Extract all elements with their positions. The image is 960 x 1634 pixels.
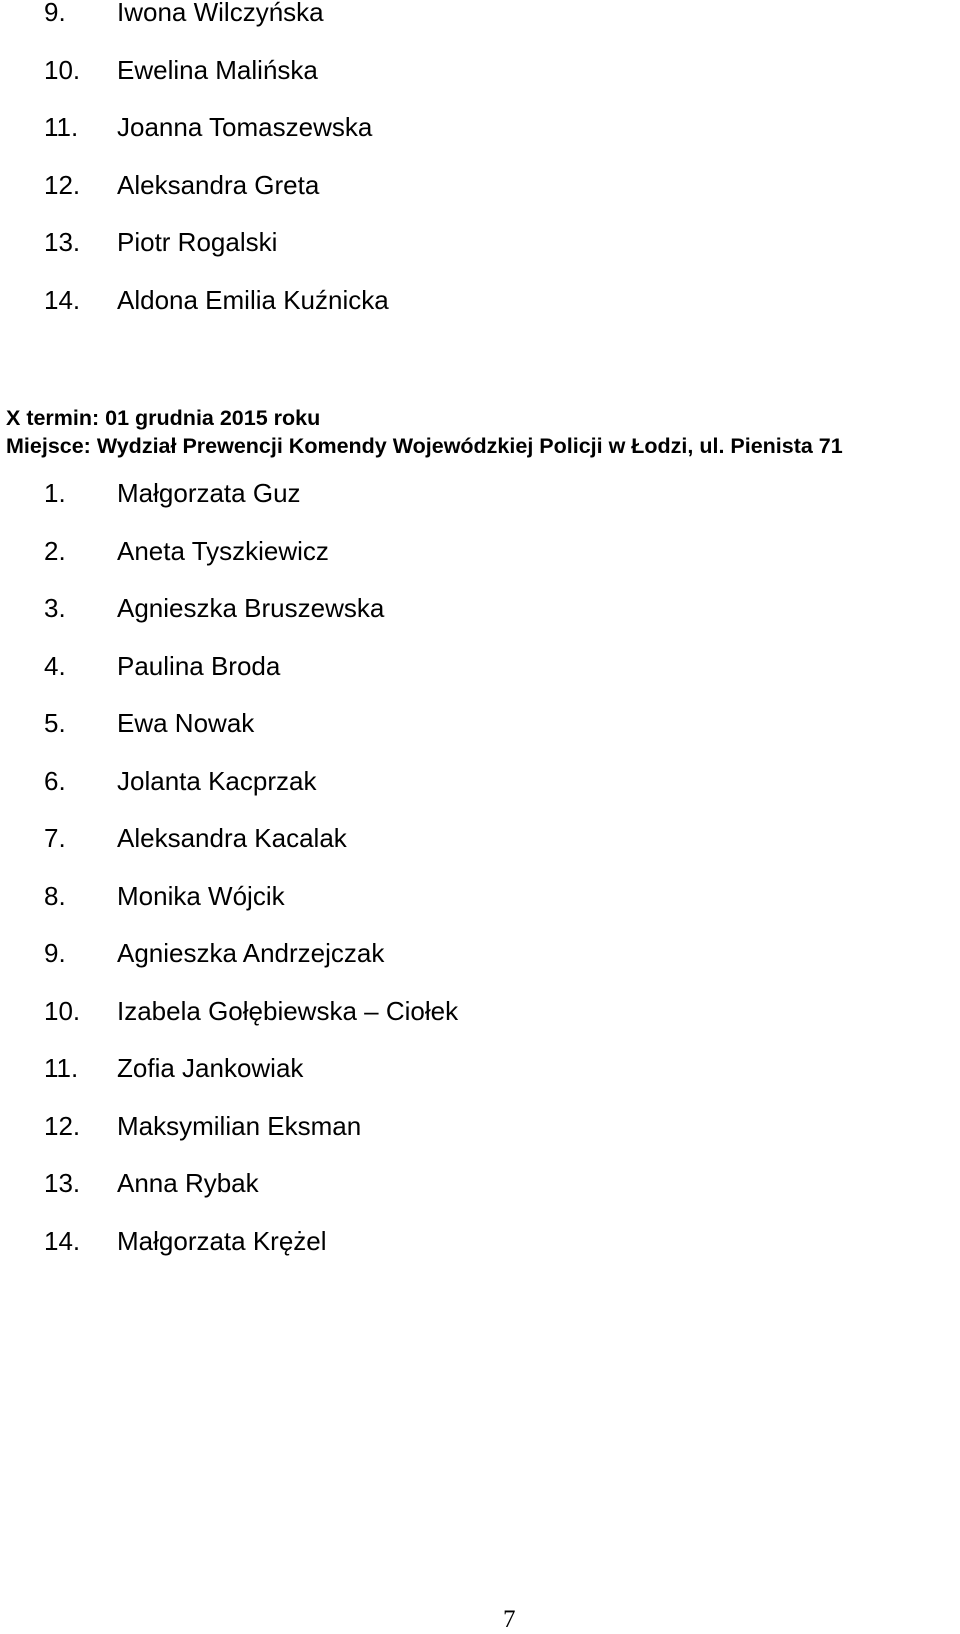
- item-number: 4.: [44, 650, 66, 681]
- item-name: Aleksandra Kacalak: [117, 823, 347, 853]
- item-name: Aldona Emilia Kuźnicka: [117, 284, 389, 315]
- item-number: 9.: [44, 0, 66, 27]
- item-name: Małgorzata Krężel: [117, 1225, 327, 1256]
- item-number: 12.: [44, 169, 81, 200]
- item-number: 10.: [44, 54, 81, 85]
- item-number: 2.: [44, 535, 66, 566]
- item-number: 6.: [44, 765, 66, 796]
- item-name: Agnieszka Andrzejczak: [117, 938, 385, 968]
- item-name: Piotr Rogalski: [117, 227, 278, 257]
- item-name: Agnieszka Bruszewska: [117, 593, 385, 623]
- item-name: Aneta Tyszkiewicz: [117, 535, 329, 566]
- item-number: 9.: [44, 938, 66, 968]
- item-number: 11.: [44, 1053, 79, 1083]
- page-number: 7: [503, 1606, 516, 1633]
- item-number: 1.: [44, 478, 66, 508]
- item-number: 14.: [44, 284, 81, 315]
- item-number: 3.: [44, 593, 66, 623]
- item-name: Paulina Broda: [117, 650, 281, 681]
- item-name: Małgorzata Guz: [117, 478, 301, 508]
- item-number: 11.: [44, 112, 79, 142]
- item-name: Iwona Wilczyńska: [117, 0, 324, 27]
- item-name: Ewelina Malińska: [117, 54, 318, 85]
- item-name: Aleksandra Greta: [117, 169, 320, 200]
- term-heading: X termin: 01 grudnia 2015 roku: [6, 406, 321, 430]
- item-name: Joanna Tomaszewska: [117, 112, 373, 142]
- item-number: 10.: [44, 995, 81, 1026]
- item-name: Ewa Nowak: [117, 708, 255, 738]
- item-name: Zofia Jankowiak: [117, 1053, 304, 1083]
- item-number: 8.: [44, 880, 66, 911]
- item-number: 12.: [44, 1110, 81, 1141]
- item-number: 13.: [44, 227, 81, 257]
- item-name: Izabela Gołębiewska – Ciołek: [117, 995, 459, 1026]
- item-number: 13.: [44, 1168, 81, 1198]
- item-name: Jolanta Kacprzak: [117, 765, 317, 796]
- place-heading: Miejsce: Wydział Prewencji Komendy Wojewódzkiej Policji w Łodzi, ul. Pienista 71: [6, 434, 843, 458]
- item-name: Anna Rybak: [117, 1168, 259, 1198]
- item-name: Maksymilian Eksman: [117, 1110, 362, 1141]
- item-name: Monika Wójcik: [117, 880, 285, 911]
- item-number: 7.: [44, 823, 66, 853]
- item-number: 14.: [44, 1225, 81, 1256]
- item-number: 5.: [44, 708, 66, 738]
